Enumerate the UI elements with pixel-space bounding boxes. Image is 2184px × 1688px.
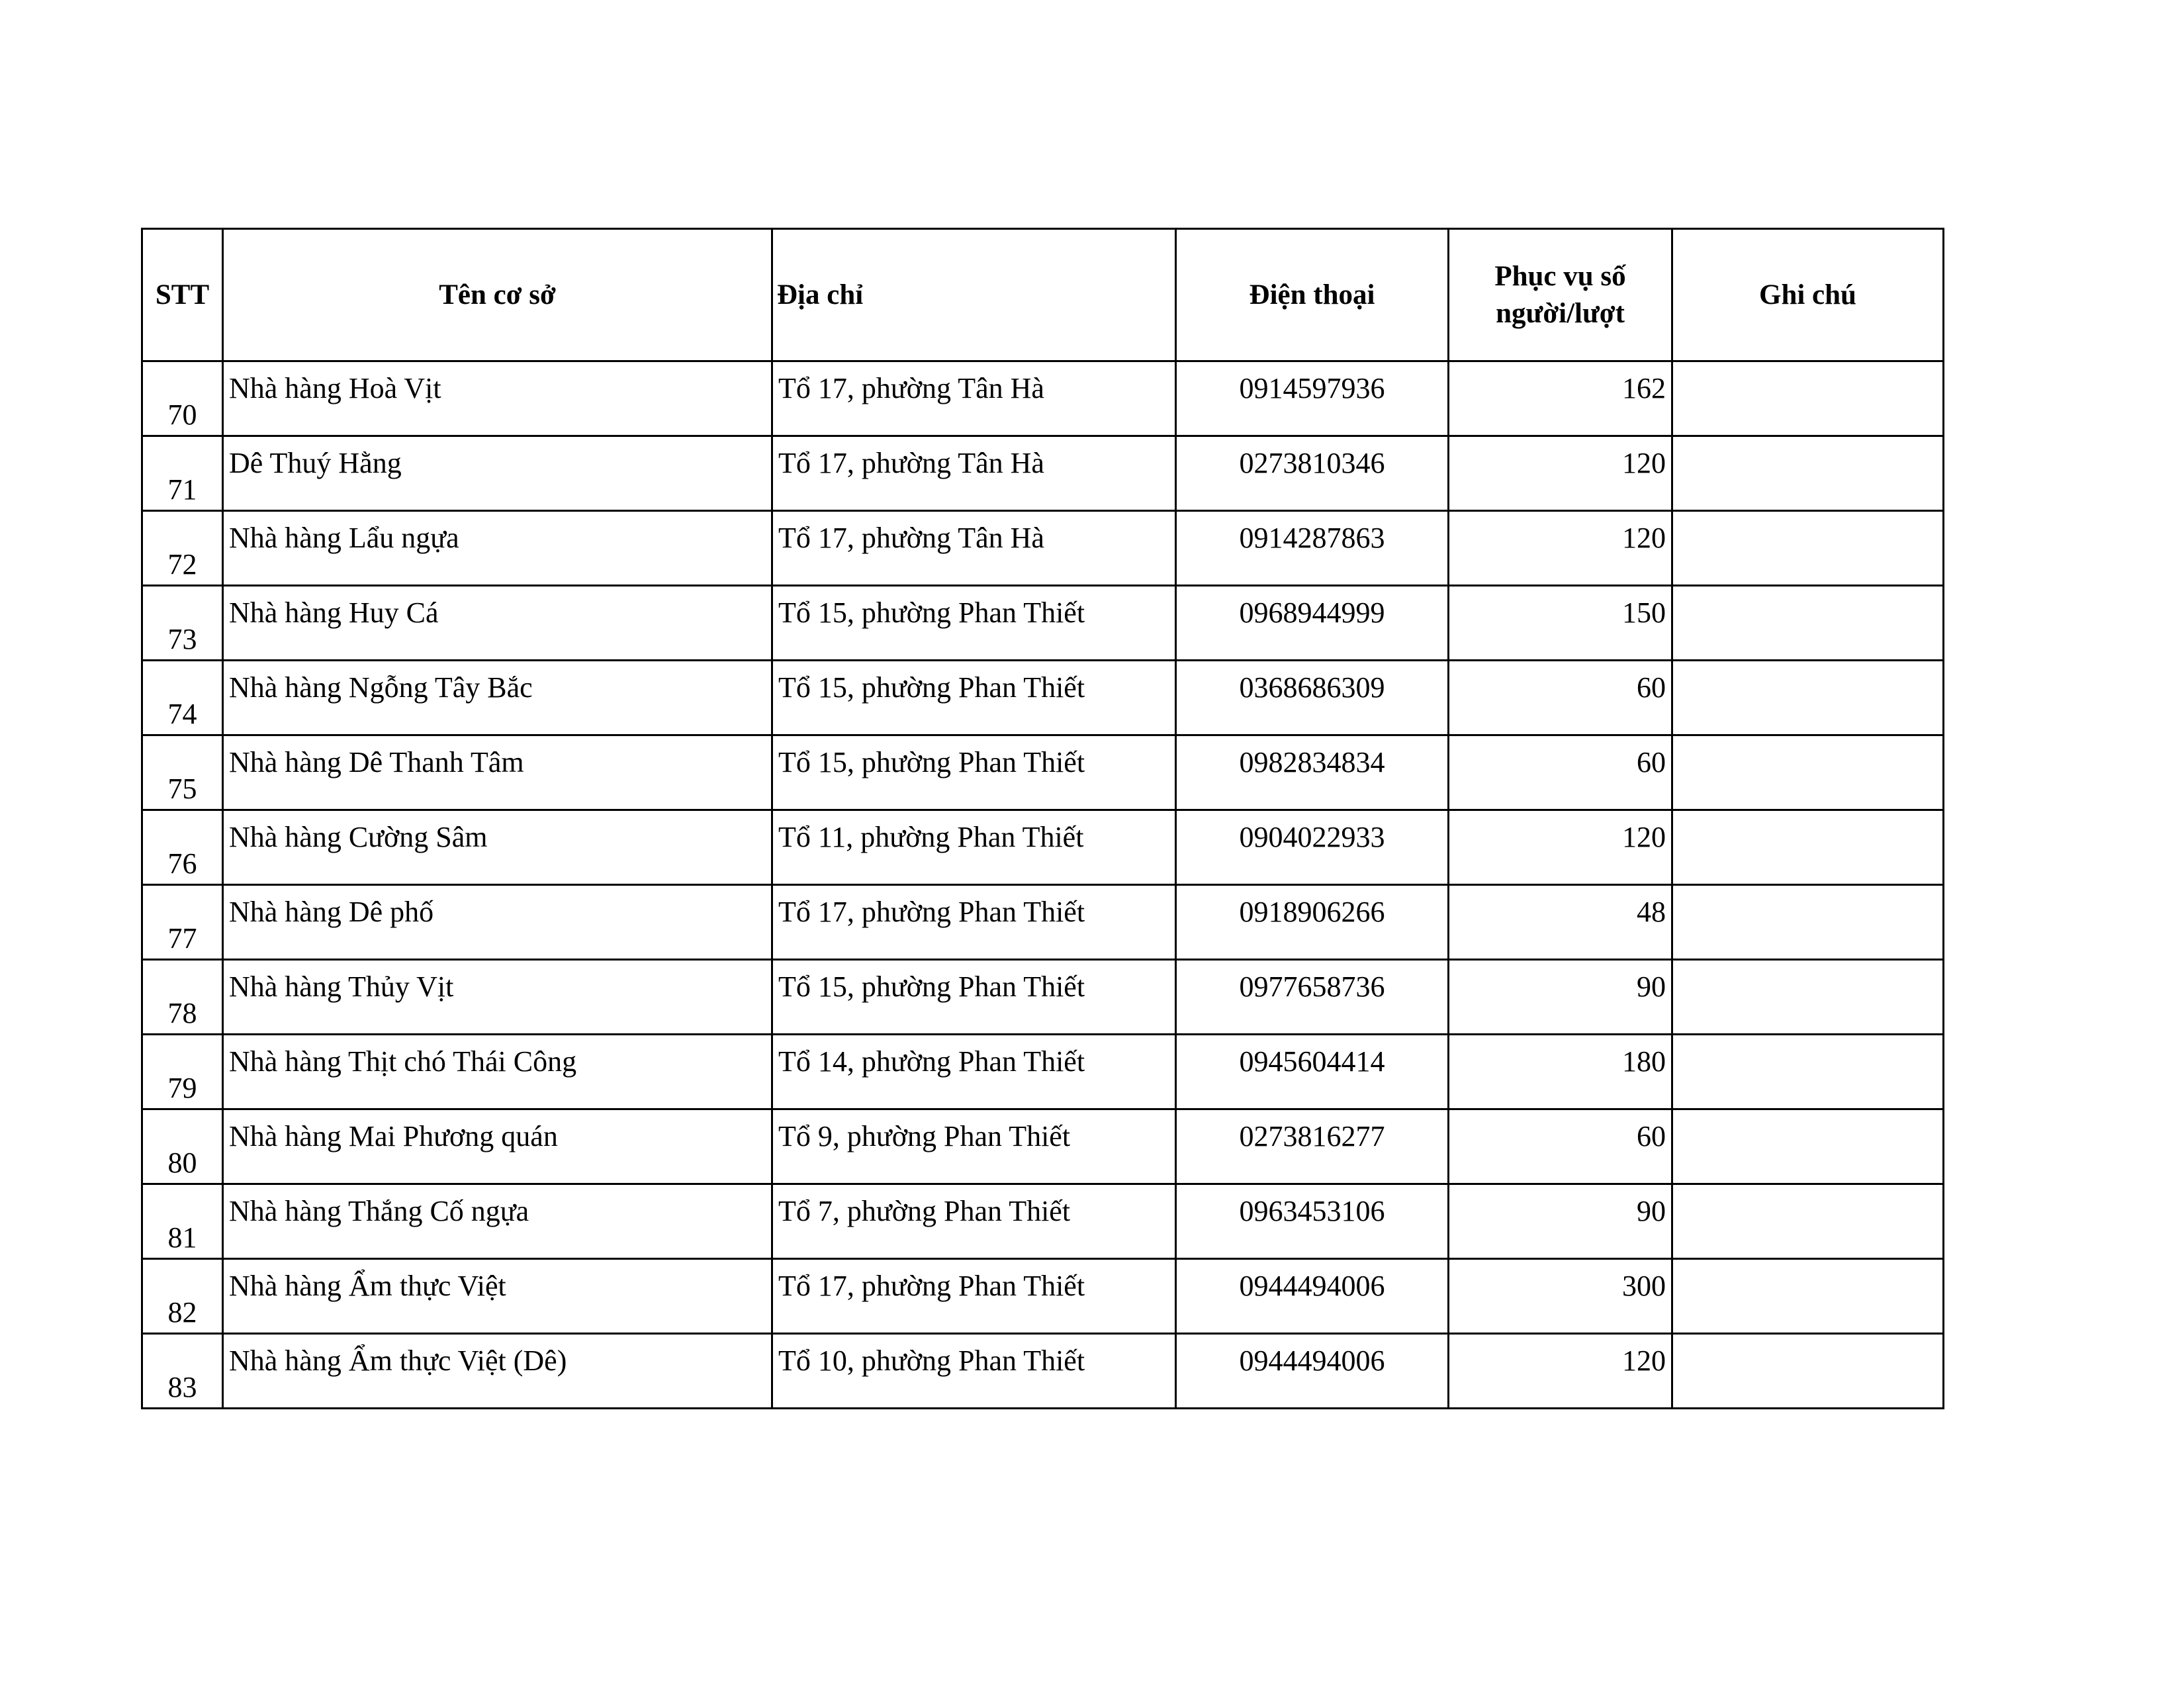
cell-note: [1672, 1259, 1944, 1334]
cell-stt: 71: [142, 436, 223, 511]
table-row: [142, 960, 1944, 1035]
cell-name: Nhà hàng Thịt chó Thái Công: [223, 1035, 772, 1109]
cell-stt: 80: [142, 1109, 223, 1184]
cell-note: [1672, 586, 1944, 661]
table-row: [142, 1035, 1944, 1109]
cell-stt: 83: [142, 1334, 223, 1409]
cell-note: [1672, 810, 1944, 885]
cell-address: Tổ 17, phường Tân Hà: [772, 436, 1176, 511]
cell-name: Nhà hàng Ẩm thực Việt: [223, 1259, 772, 1334]
cell-phone: 0904022933: [1176, 810, 1449, 885]
cell-note: [1672, 960, 1944, 1035]
cell-address: Tổ 10, phường Phan Thiết: [772, 1334, 1176, 1409]
cell-name: Nhà hàng Ẩm thực Việt (Dê): [223, 1334, 772, 1409]
cell-name: Nhà hàng Cường Sâm: [223, 810, 772, 885]
restaurant-table: [141, 228, 1944, 1409]
cell-stt: 70: [142, 361, 223, 436]
cell-serve: 120: [1449, 511, 1672, 586]
cell-serve: 90: [1449, 1184, 1672, 1259]
cell-phone: 0944494006: [1176, 1259, 1449, 1334]
cell-note: [1672, 1035, 1944, 1109]
cell-address: Tổ 7, phường Phan Thiết: [772, 1184, 1176, 1259]
cell-serve: 150: [1449, 586, 1672, 661]
cell-name: Nhà hàng Mai Phương quán: [223, 1109, 772, 1184]
cell-stt: 72: [142, 511, 223, 586]
cell-note: [1672, 1184, 1944, 1259]
table-header-row: [142, 229, 1944, 361]
table-row: [142, 735, 1944, 810]
cell-name: Nhà hàng Lẩu ngựa: [223, 511, 772, 586]
header-serve-line2: người/lượt: [1496, 297, 1625, 329]
cell-address: Tổ 11, phường Phan Thiết: [772, 810, 1176, 885]
cell-address: Tổ 15, phường Phan Thiết: [772, 586, 1176, 661]
table-row: [142, 586, 1944, 661]
cell-phone: 0918906266: [1176, 885, 1449, 960]
cell-phone: 0914287863: [1176, 511, 1449, 586]
table-row: [142, 436, 1944, 511]
cell-address: Tổ 17, phường Tân Hà: [772, 511, 1176, 586]
cell-phone: 0982834834: [1176, 735, 1449, 810]
cell-serve: 120: [1449, 1334, 1672, 1409]
cell-stt: 76: [142, 810, 223, 885]
cell-phone: 0273810346: [1176, 436, 1449, 511]
cell-address: Tổ 17, phường Phan Thiết: [772, 885, 1176, 960]
table-row: [142, 1109, 1944, 1184]
cell-phone: 0977658736: [1176, 960, 1449, 1035]
table-row: [142, 810, 1944, 885]
cell-name: Nhà hàng Thắng Cố ngựa: [223, 1184, 772, 1259]
table-row: [142, 1259, 1944, 1334]
cell-address: Tổ 15, phường Phan Thiết: [772, 661, 1176, 735]
table-row: [142, 885, 1944, 960]
cell-phone: 0945604414: [1176, 1035, 1449, 1109]
cell-phone: 0963453106: [1176, 1184, 1449, 1259]
table-row: [142, 1184, 1944, 1259]
cell-name: Nhà hàng Thủy Vịt: [223, 960, 772, 1035]
cell-address: Tổ 9, phường Phan Thiết: [772, 1109, 1176, 1184]
cell-note: [1672, 1109, 1944, 1184]
cell-note: [1672, 661, 1944, 735]
cell-address: Tổ 17, phường Phan Thiết: [772, 1259, 1176, 1334]
header-serve: [1449, 229, 1672, 361]
table-row: [142, 361, 1944, 436]
cell-stt: 79: [142, 1035, 223, 1109]
header-note: Ghi chú: [1672, 229, 1944, 361]
cell-name: Nhà hàng Huy Cá: [223, 586, 772, 661]
cell-serve: 48: [1449, 885, 1672, 960]
cell-serve: 120: [1449, 436, 1672, 511]
cell-address: Tổ 17, phường Tân Hà: [772, 361, 1176, 436]
table-row: [142, 511, 1944, 586]
cell-address: Tổ 14, phường Phan Thiết: [772, 1035, 1176, 1109]
table-row: [142, 1334, 1944, 1409]
cell-address: Tổ 15, phường Phan Thiết: [772, 960, 1176, 1035]
cell-stt: 78: [142, 960, 223, 1035]
cell-stt: 77: [142, 885, 223, 960]
cell-note: [1672, 1334, 1944, 1409]
cell-name: Nhà hàng Dê phố: [223, 885, 772, 960]
header-stt: STT: [142, 229, 223, 361]
cell-name: Dê Thuý Hằng: [223, 436, 772, 511]
cell-name: Nhà hàng Hoà Vịt: [223, 361, 772, 436]
cell-note: [1672, 361, 1944, 436]
cell-serve: 162: [1449, 361, 1672, 436]
table-body: [142, 361, 1944, 1409]
cell-stt: 81: [142, 1184, 223, 1259]
cell-note: [1672, 735, 1944, 810]
cell-serve: 180: [1449, 1035, 1672, 1109]
cell-stt: 82: [142, 1259, 223, 1334]
table-row: [142, 661, 1944, 735]
cell-phone: 0914597936: [1176, 361, 1449, 436]
cell-serve: 60: [1449, 735, 1672, 810]
cell-serve: 60: [1449, 661, 1672, 735]
cell-name: Nhà hàng Dê Thanh Tâm: [223, 735, 772, 810]
document-page: [141, 228, 1944, 1409]
header-phone: Điện thoại: [1176, 229, 1449, 361]
cell-serve: 60: [1449, 1109, 1672, 1184]
cell-stt: 73: [142, 586, 223, 661]
cell-serve: 90: [1449, 960, 1672, 1035]
cell-stt: 75: [142, 735, 223, 810]
cell-note: [1672, 511, 1944, 586]
cell-serve: 300: [1449, 1259, 1672, 1334]
cell-phone: 0968944999: [1176, 586, 1449, 661]
cell-phone: 0368686309: [1176, 661, 1449, 735]
header-name: Tên cơ sở: [223, 229, 772, 361]
header-address: Địa chỉ: [772, 229, 1176, 361]
cell-serve: 120: [1449, 810, 1672, 885]
header-serve-line1: Phục vụ số: [1494, 260, 1626, 292]
cell-note: [1672, 436, 1944, 511]
cell-phone: 0273816277: [1176, 1109, 1449, 1184]
cell-name: Nhà hàng Ngỗng Tây Bắc: [223, 661, 772, 735]
cell-phone: 0944494006: [1176, 1334, 1449, 1409]
cell-stt: 74: [142, 661, 223, 735]
cell-note: [1672, 885, 1944, 960]
cell-address: Tổ 15, phường Phan Thiết: [772, 735, 1176, 810]
